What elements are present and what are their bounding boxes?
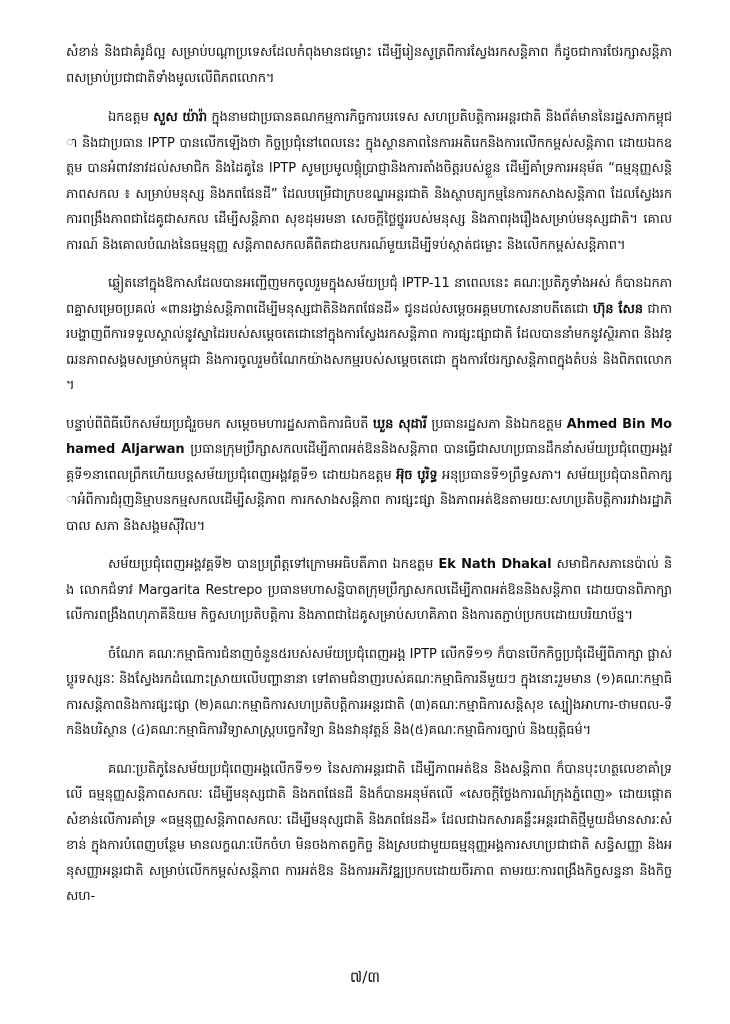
cochair-name-bold: Ahmed Bin Mohamed Aljarwan	[66, 416, 672, 457]
paragraph-3-text-a: ឆ្លៀតនៅក្នុងឱកាសដែលបានអញ្ជើញមកចូលរួមក្នុងសម័យប្រជុំ IPTP-11 នាពេលនេះ គណៈប្រតិភូទាំងអស់ ក៏បានឯកភាពគ្នាសម្រេចប្រគល់ «ពានរង្វាន់សន្តិភាពដើម្បីមនុស្សជាតិនិងភពផែនដី» ជូនដល់សម្តេចអគ្គមហាសេនាបតីតេជោ	[66, 276, 672, 317]
speaker-name-bold: សួស យ៉ារ៉ា	[153, 110, 207, 125]
paragraph-3	[66, 271, 672, 399]
page-number: ៧/៣	[349, 968, 381, 986]
paragraph-1	[66, 40, 672, 91]
paragraph-5	[66, 552, 672, 629]
paragraph-3-text-b: ជាការបង្ហាញពីការទទួលស្គាល់នូវស្នាដៃរបស់សម្តេចតេជោនៅក្នុងការស្វែងរកសន្តិភាព ការផ្សះផ្សាជាតិ ដែលបាននាំមកនូវស្ថិរភាព និងវឌ្ឍនភាពសង្គមសម្រាប់កម្ពុជា និងការចូលរួមចំណែកយ៉ាងសកម្មរបស់សម្តេចតេជោ ក្នុងការថែរក្សាសន្តិភាពក្នុងតំបន់ និងពិភពលោក ។	[66, 301, 672, 393]
paragraph-6-text: ចំណែក គណៈកម្មាធិការជំនាញចំនួន៥របស់សម័យប្រជុំពេញអង្គ IPTP លើកទី១១ ក៏បានបើកកិច្ចប្រជុំដើម្បីពិភាក្សា ផ្លាស់ប្តូរទស្សនៈ និងស្វែងរកដំណោះស្រាយលើបញ្ហានានា ទៅតាមជំនាញរបស់គណៈកម្មាធិការនីមួយៗ ក្នុងនោះរួមមាន (១)គណៈកម្មាធិការសន្តិភាពនិងការផ្សះផ្សា (២)គណៈកម្មាធិការសហប្រតិបត្តិការអន្តរជាតិ (៣)គណៈកម្មាធិការសន្តិសុខ ស្បៀងអាហារ-ថាមពល-ទឹកនិងបរិស្ថាន (៤)គណៈកម្មាធិការវិទ្យាសាស្ត្របច្ចេកវិទ្យា និងនវានុវត្តន៍ និង(៥)គណៈកម្មាធិការច្បាប់ និងយុត្តិធម៌។	[66, 646, 672, 738]
senate-vp-name-bold: អ៊ុច បូរិទ្ធ	[396, 467, 438, 483]
paragraph-4-text-a: បន្ទាប់ពីពិធីបើកសម័យប្រជុំរួចមក សម្តេចមហារដ្ឋសភាធិការធិបតី	[66, 416, 373, 432]
paragraph-4-text-d: អនុប្រធានទី១ព្រឹទ្ធសភា។ សម័យប្រជុំបានពិភាក្សាអំពីការជំរុញនិម្មាបនកម្មសកលដើម្បីសន្តិភាព ការកសាងសន្តិភាព ការផ្សះផ្សា និងភាពអត់ឱនតាមរយៈសហប្រតិបត្តិការរវាងរដ្ឋាភិបាល សភា និងសង្គមស៊ីវិល។	[66, 467, 673, 534]
session-chair-name-bold: Ek Nath Dhakal	[438, 557, 552, 572]
paragraph-4	[66, 412, 672, 540]
paragraph-4-text-b: ប្រធានរដ្ឋសភា និងឯកឧត្តម	[426, 416, 567, 432]
paragraph-4-text-c: ប្រធានក្រុមប្រឹក្សាសកលដើម្បីភាពអត់ឱននិងសន្តិភាព បានធ្វើជាសហប្រធានដឹកនាំសម័យប្រជុំពេញអង្គវគ្គទី១នាពេលព្រឹកហើយបន្តសម័យប្រជុំពេញអង្គវគ្គទី១ ដោយឯកឧត្តម	[66, 442, 672, 483]
paragraph-7-text: គណៈប្រតិភូនៃសម័យប្រជុំពេញអង្គលើកទី១១ នៃសភាអន្តរជាតិ ដើម្បីភាពអត់ឱន និងសន្តិភាព ក៏បានបុះហត្ថលេខាគាំទ្រលើ ធម្មនុញ្ញសន្តិភាពសកលៈ ដើម្បីមនុស្សជាតិ និងភពផែនដី និងក៏បានអនុម័តលើ «សេចក្តីថ្លែងការណ៍ក្រុងភ្នំពេញ» ដោយផ្តោតសំខាន់លើការគាំទ្រ «ធម្មនុញ្ញសន្តិភាពសកលៈ ដើម្បីមនុស្សជាតិ និងភពផែនដី» ដែលជាឯកសារគន្លឹះអន្តរជាតិថ្មីមួយដ៏មានសារៈសំខាន់ ក្នុងការបំពេញបន្ថែម មានលក្ខណៈបើកចំហ មិនចងកាតព្វកិច្ច និងស្របជាមួយធម្មនុញ្ញអង្គការសហប្រជាជាតិ សន្ធិសញ្ញា និងអនុសញ្ញាអន្តរជាតិ សម្រាប់លើកកម្ពស់សន្តិភាព ការអត់ឱន និងការអភិវឌ្ឍប្រកបដោយចីរភាព តាមរយៈការពង្រឹងកិច្ចសន្ទនា និងកិច្ចសហ-	[66, 761, 672, 904]
paragraph-6	[66, 642, 672, 744]
honoree-name-bold: ហ៊ុន សែន	[592, 301, 643, 317]
paragraph-5-text-b: សមាជិកសភានេប៉ាល់ និង លោកជំទាវ Margarita Restrepo ប្រធានមហាសន្និបាតក្រុមប្រឹក្សាសកលដើម្បីភាពអត់ឱននិងសន្តិភាព ដោយបានពិភាក្សាលើការពង្រឹងពហុភាគីនិយម កិច្ចសហប្រតិបត្តិការ និងភាពជាដៃគូសម្រាប់សហគិភាព និងការតភ្ជាប់ប្រកបដោយបរិយាប័ន្ន។	[66, 557, 673, 623]
paragraph-7	[66, 757, 672, 910]
paragraph-2	[66, 105, 672, 258]
document-body	[66, 40, 672, 910]
paragraph-2-text-b: ក្នុងនាមជាប្រធានគណកម្មការកិច្ចការបរទេស សហប្រតិបត្តិការអន្តរជាតិ និងព័ត៌មាននៃរដ្ឋសភាកម្ពុជា និងជាប្រធាន IPTP បានលើកឡើងថា កិច្ចប្រជុំនៅពេលនេះ ក្នុងស្ថានភាពនៃការអតិរេកនិងការលើកកម្ពស់សន្តិភាព ដោយឯកឧត្តម បានអំពាវនាវដល់សមាជិក និងដៃគូនៃ IPTP សូមប្រមូលផ្តុំប្រាជ្ញានិងការតាំងចិត្តរបស់ខ្លួន ដើម្បីគាំទ្រការអនុម័ត “ធម្មនុញ្ញសន្តិភាពសកល ៖ សម្រាប់មនុស្ស និងភពផែនដី” ដែលបម្រើជាក្របខណ្ឌអន្តរជាតិ និងស្ថាបត្យកម្មនៃការកសាងសន្តិភាព ដែលស្វែងរកការពង្រឹងភាពជាដៃគូជាសកល ដើម្បីសន្តិភាព សុខដុមរមនា សេចក្តីថ្លៃថ្នូររបស់មនុស្ស និងភាពរុងរឿងសម្រាប់មនុស្សជាតិ។ គោលការណ៍ និងគោលបំណងនៃធម្មនុញ្ញ សន្តិភាពសកលគឺពិតជាឧបករណ៍មួយដើម្បីទប់ស្កាត់ជម្លោះ និងលើកកម្ពស់សន្តិភាព។	[66, 110, 673, 253]
paragraph-2-text-a: ឯកឧត្តម	[108, 110, 154, 125]
paragraph-1-text: សំខាន់ និងជាគំរូដ៏ល្អ សម្រាប់បណ្តាប្រទេសដែលកំពុងមានជម្លោះ ដើម្បីរៀនសូត្រពីការស្វែងរកសន្តិភាព ក៏ដូចជាការថែរក្សាសន្តិភាពសម្រាប់ប្រជាជាតិទាំងមូលលើពិភពលោក។	[66, 45, 672, 86]
paragraph-5-text-a: សម័យប្រជុំពេញអង្គវគ្គទី២ បានប្រព្រឹត្តទៅក្រោមអធិបតីភាព ឯកឧត្តម	[108, 557, 439, 572]
assembly-president-name-bold: ឃួន សុដារី	[372, 416, 427, 432]
